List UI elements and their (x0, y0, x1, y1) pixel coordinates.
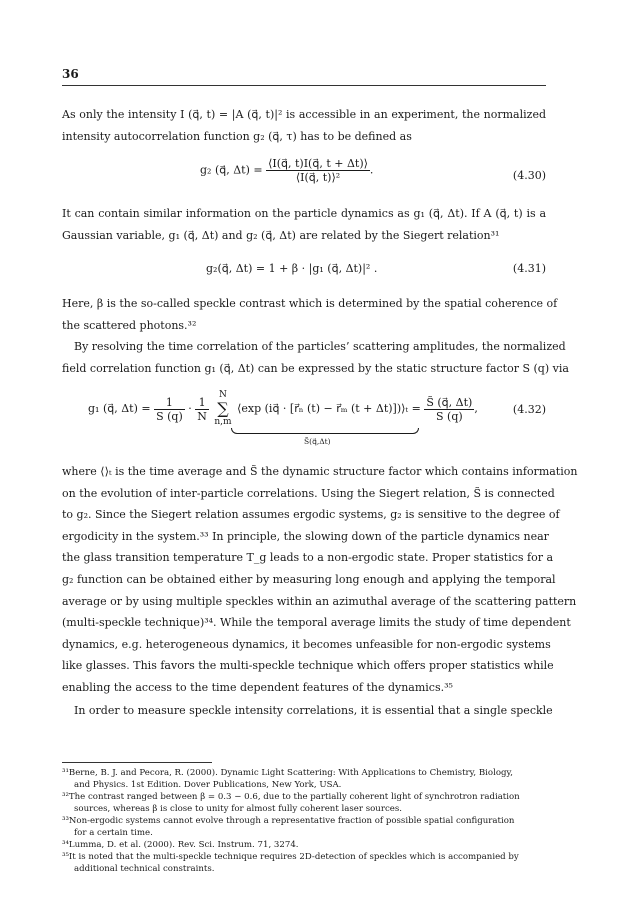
text-line: intensity autocorrelation function g₂ (q⃗, τ) has to be defined as (62, 129, 412, 143)
footnote-line: additional technical constraints. (74, 864, 215, 874)
text-line: In order to measure speckle intensity correlations, it is essential that a single speckle (74, 704, 553, 717)
text-line: Gaussian variable, g₁ (q⃗, Δt) and g₂ (q⃗, Δt) are related by the Siegert relation³¹ (62, 228, 500, 242)
footnote-line: and Physics. 1st Edition. Dover Publications, New York, USA. (74, 780, 342, 790)
footnote-line: ³⁴Lumma, D. et al. (2000). Rev. Sci. Instrum. 71, 3274. (62, 840, 299, 850)
footnote-line: ³⁵It is noted that the multi-speckle technique requires 2D-detection of speckles which is accompanied by (62, 852, 519, 862)
footnote-35 (62, 851, 546, 875)
equation-tail: , (474, 402, 478, 415)
fraction-numerator: 1 (195, 396, 209, 410)
footnote-line: ³³Non-ergodic systems cannot evolve through a representative fraction of possible spatial configuration (62, 816, 515, 826)
text-line: to g₂. Since the Siegert relation assumes ergodic systems, g₂ is sensitive to the degree of (62, 508, 560, 522)
equation-number: (4.31) (512, 262, 546, 275)
text-line: enabling the access to the time dependent features of the dynamics.³⁵ (62, 680, 453, 694)
text-line: By resolving the time correlation of the particles’ scattering amplitudes, the normalized (74, 340, 566, 353)
text-line: average or by using multiple speckles within an azimuthal average of the scattering pattern (62, 594, 577, 608)
text-line: g₂ function can be obtained either by measuring long enough and applying the temporal (62, 572, 556, 586)
footnotes (62, 767, 546, 875)
text-line: on the evolution of inter-particle correlations. Using the Siegert relation, S̃ is connected (62, 486, 555, 500)
paragraph-ergodicity (62, 461, 578, 699)
page-number: 36 (62, 67, 79, 81)
text-line: It can contain similar information on the particle dynamics as g₁ (q⃗, Δt). If A (q⃗, t) is a (62, 207, 546, 220)
sum-lower: n,m (214, 417, 232, 427)
underbrace-label: S̃(q⃗,Δt) (304, 437, 331, 446)
equation-lhs: g₁ (q⃗, Δt) = (88, 402, 151, 415)
text-line: where ⟨⟩ₜ is the time average and S̃ the dynamic structure factor which contains information (62, 465, 578, 478)
fraction-denominator: S (q) (156, 409, 183, 423)
footnote-32 (62, 791, 546, 815)
fraction (266, 157, 370, 184)
footnote-34 (62, 839, 546, 851)
fraction (154, 396, 185, 423)
fraction-denominator: S (q) (436, 409, 463, 423)
summation (212, 390, 233, 428)
text-line: field correlation function g₁ (q⃗, Δt) can be expressed by the static structure factor S (q) via (62, 361, 569, 375)
text-line: dynamics, e.g. heterogeneous dynamics, it becomes unfeasible for non-ergodic systems (62, 637, 551, 651)
header-rule (62, 85, 546, 86)
text-line: ergodicity in the system.³³ In principle, the slowing down of the particle dynamics near (62, 529, 549, 543)
paragraph-intensity (62, 104, 546, 147)
underbrace (231, 428, 419, 434)
fraction (424, 396, 474, 423)
equation-tail: . (369, 163, 374, 177)
fraction-denominator: N (197, 409, 207, 423)
equation-body: g₂(q⃗, Δt) = 1 + β · |g₁ (q⃗, Δt)|² . (206, 262, 378, 275)
footnote-line: ³¹Berne, B. J. and Pecora, R. (2000). Dynamic Light Scattering: With Applications to Chemistry, Biology, (62, 768, 513, 778)
equation-4-31 (206, 262, 377, 275)
equation-4-32 (88, 390, 478, 428)
fraction-numerator: S̃ (q⃗, Δt) (426, 395, 473, 409)
footnote-line: ³²The contrast ranged between β = 0.3 − 0.6, due to the partially coherent light of synchrotron radiation (62, 792, 520, 802)
fraction (195, 396, 209, 423)
text-line: like glasses. This favors the multi-speckle technique which offers proper statistics while (62, 659, 554, 673)
text-line: the scattered photons.³² (62, 318, 197, 332)
text-line: (multi-speckle technique)³⁴. While the temporal average limits the study of time dependent (62, 616, 571, 630)
footnote-line: for a certain time. (74, 828, 153, 838)
text-line: Here, β is the so-called speckle contrast which is determined by the spatial coherence of (62, 297, 558, 310)
sum-symbol: ∑ (217, 399, 229, 418)
fraction-numerator: ⟨I(q⃗, t)I(q⃗, t + Δt)⟩ (268, 157, 368, 170)
fraction-denominator: ⟨I(q⃗, t)⟩² (295, 171, 341, 184)
equation-4-30 (200, 157, 373, 184)
footnote-33 (62, 815, 546, 839)
paragraph-field-correlation (62, 336, 569, 379)
fraction-numerator: 1 (154, 396, 185, 410)
footnote-31 (62, 767, 546, 791)
footnote-line: sources, whereas β is close to unity for almost fully coherent laser sources. (74, 804, 402, 814)
equation-number: (4.32) (512, 403, 546, 416)
paragraph-measurement (62, 700, 553, 722)
paragraph-speckle-contrast (62, 293, 558, 336)
sum-term: ⟨exp (iq⃗ · [r⃗ₙ (t) − r⃗ₘ (t + Δt)])⟩ₜ = (237, 402, 421, 415)
text-line: the glass transition temperature T_g leads to a non-ergodic state. Proper statistics for a (62, 551, 554, 565)
sum-upper: N (219, 390, 227, 400)
equation-lhs: g₂ (q⃗, Δt) = (200, 163, 263, 177)
dot-operator: · (188, 402, 192, 415)
text-line: As only the intensity I (q⃗, t) = |A (q⃗, t)|² is accessible in an experiment, the normalized (62, 108, 546, 121)
paragraph-siegert (62, 203, 546, 246)
footnote-rule (62, 762, 212, 763)
equation-number: (4.30) (512, 169, 546, 182)
